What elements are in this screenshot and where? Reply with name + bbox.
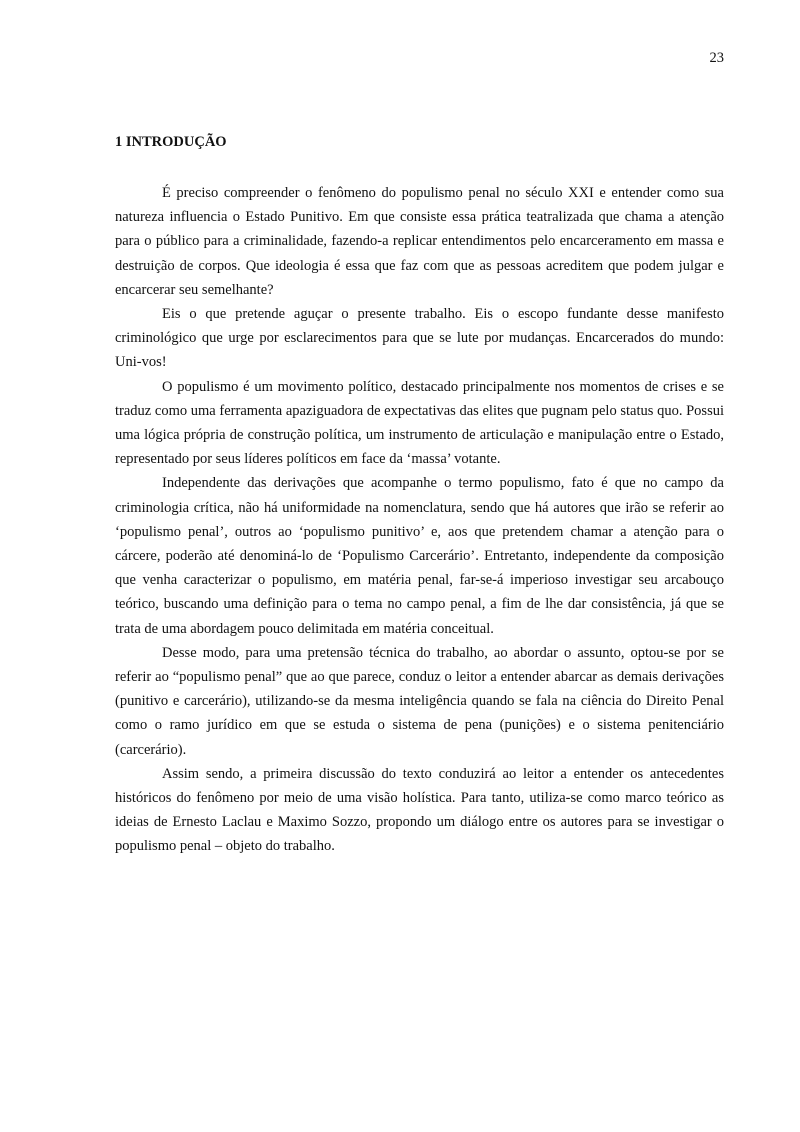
paragraph: É preciso compreender o fenômeno do populismo penal no século XXI e entender como sua natureza influencia o Estado Punitivo. Em que consiste essa prática teatralizada que chama a atenção para o público para a criminalidade, fazendo-a replicar entendimentos pelo encarceramento em massa e destruição de corpos. Que ideologia é essa que faz com que as pessoas acreditem que podem julgar e encarcerar seu semelhante? (115, 185, 724, 298)
section-heading: 1 INTRODUÇÃO (115, 134, 227, 150)
paragraph: Independente das derivações que acompanhe o termo populismo, fato é que no campo da criminologia crítica, não há uniformidade na nomenclatura, sendo que há autores que irão se referir ao ‘populismo penal’, outros ao ‘populismo punitivo’ e, aos que pretendem chamar a atenção para o cárcere, poderão até denominá-lo de ‘Populismo Carcerário’. Entretanto, independente da composição que venha caracterizar o populismo, em matéria penal, far-se-á imperioso investigar seu arcabouço teórico, buscando uma definição para o tema no campo penal, a fim de lhe dar consistência, já que se trata de uma abordagem pouco delimitada em matéria conceitual. (115, 475, 724, 637)
paragraph: Desse modo, para uma pretensão técnica do trabalho, ao abordar o assunto, optou-se por se referir ao “populismo penal” que ao que parece, conduz o leitor a entender abarcar as demais derivações (punitivo e carcerário), utilizando-se da mesma inteligência quando se fala na ciência do Direito Penal como o ramo jurídico em que se estuda o sistema de pena (punições) e o sistema penitenciário (carcerário). (115, 644, 724, 758)
paragraph: Assim sendo, a primeira discussão do texto conduzirá ao leitor a entender os antecedentes históricos do fenômeno por meio de uma visão holística. Para tanto, utiliza-se como marco teórico as ideias de Ernesto Laclau e Maximo Sozzo, propondo um diálogo entre os autores para se investigar o populismo penal – objeto do trabalho. (115, 765, 724, 855)
paragraph: O populismo é um movimento político, destacado principalmente nos momentos de crises e se traduz como uma ferramenta apaziguadora de expectativas das elites que pugnam pelo status quo. Possui uma lógica própria de construção política, um instrumento de articulação e manipulação entre o Estado, representado por seus líderes políticos em face da ‘massa’ votante. (115, 378, 724, 468)
page-number: 23 (709, 50, 724, 66)
body-text (115, 181, 724, 859)
paragraph: Eis o que pretende aguçar o presente trabalho. Eis o escopo fundante desse manifesto criminológico que urge por esclarecimentos para que se lute por mudanças. Encarcerados do mundo: Uni-vos! (115, 306, 724, 371)
